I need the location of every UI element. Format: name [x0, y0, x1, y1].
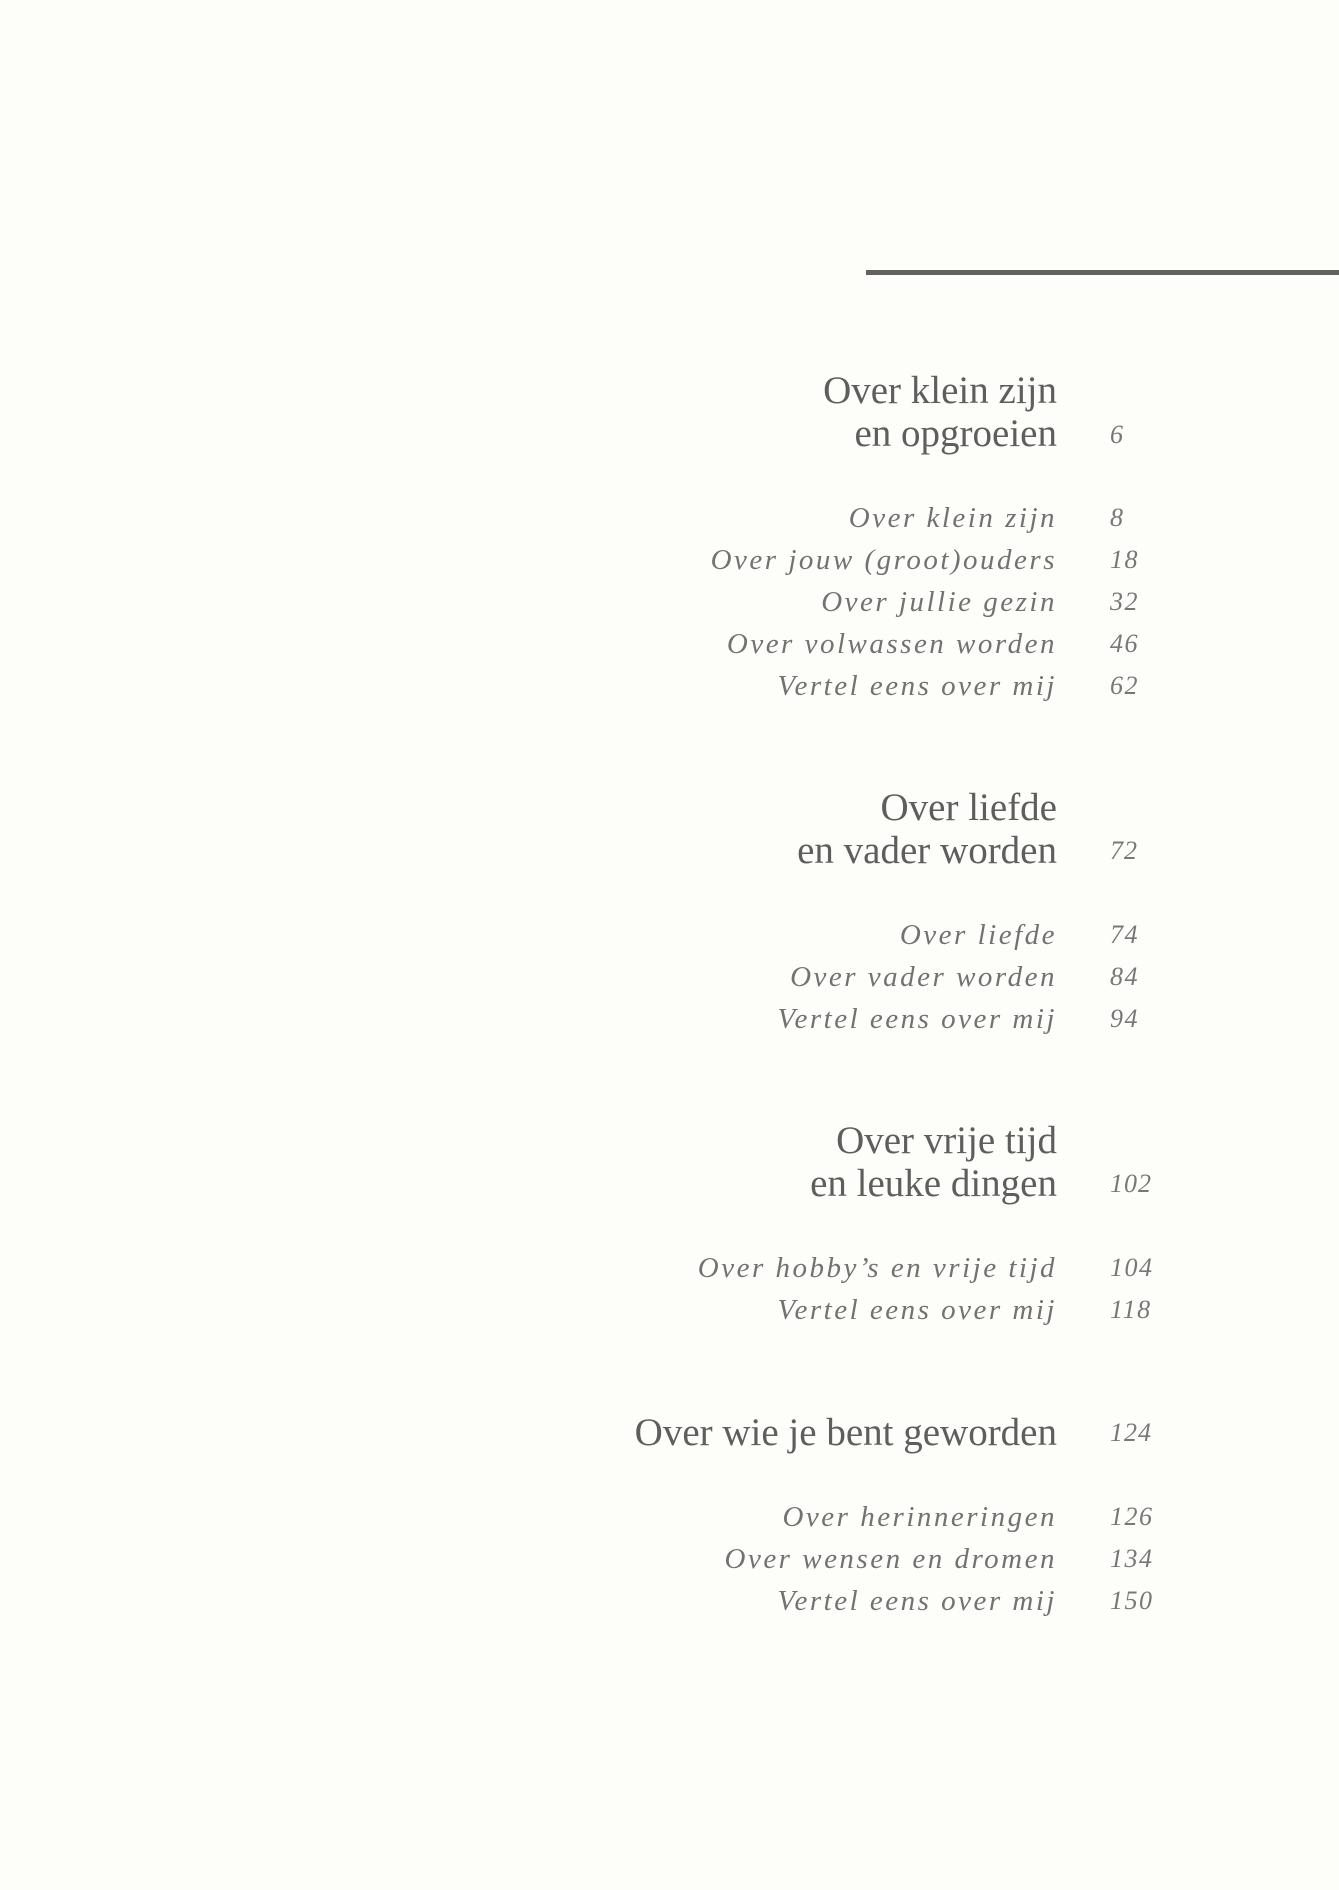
toc-entry [0, 1580, 1339, 1622]
toc-entry-page: 118 [1110, 1295, 1152, 1324]
chapter-title-line: Over klein zijn [823, 369, 1057, 412]
toc-entry-label: Over liefde [899, 919, 1057, 951]
toc-entry [0, 1247, 1339, 1289]
toc-entry-label: Over volwassen worden [726, 628, 1057, 660]
chapter-page-number: 102 [1110, 1169, 1152, 1198]
toc-entry [0, 1538, 1339, 1580]
toc-entry-label: Vertel eens over mij [777, 1294, 1057, 1326]
chapter-page-number: 6 [1110, 420, 1124, 449]
chapter-title-line: Over liefde [880, 786, 1057, 829]
toc-entry [0, 914, 1339, 956]
toc-entry-page: 126 [1110, 1502, 1154, 1531]
toc-entry-page: 8 [1110, 503, 1125, 532]
chapter-title-line: Over vrije tijd [836, 1119, 1057, 1162]
chapter-title-line: Over wie je bent geworden [634, 1411, 1057, 1454]
chapter-title [810, 1119, 1057, 1205]
toc-entry [0, 497, 1339, 539]
toc-entry-label: Over wensen en dromen [724, 1543, 1057, 1575]
toc-entry-label: Over herinneringen [782, 1501, 1057, 1533]
toc-entry-page: 94 [1110, 1004, 1139, 1033]
toc-entry-page: 18 [1110, 545, 1139, 574]
toc-entry-label: Over jullie gezin [821, 586, 1057, 618]
toc-entry [0, 1289, 1339, 1331]
chapter-title [823, 369, 1057, 455]
toc-entry-page: 84 [1110, 962, 1139, 991]
toc-entry [0, 998, 1339, 1040]
toc-entry-label: Over jouw (groot)ouders [710, 544, 1057, 576]
toc-entry-page: 104 [1110, 1253, 1154, 1282]
chapter-title-line: en opgroeien [854, 412, 1057, 455]
toc-entry-label: Over vader worden [790, 961, 1057, 993]
toc-entry-page: 46 [1110, 629, 1139, 658]
toc-entry-page: 150 [1110, 1586, 1154, 1615]
chapter-title-line: en vader worden [797, 829, 1057, 872]
toc-entry-page: 32 [1110, 587, 1139, 616]
toc-entry [0, 665, 1339, 707]
toc-entry-label: Over klein zijn [848, 502, 1057, 534]
toc-entry [0, 581, 1339, 623]
toc-entry [0, 623, 1339, 665]
chapter-title [635, 1411, 1057, 1454]
chapter-page-number: 72 [1110, 836, 1138, 865]
toc-entry-page: 62 [1110, 671, 1139, 700]
toc-entry [0, 1496, 1339, 1538]
toc-entry-label: Vertel eens over mij [777, 1003, 1057, 1035]
toc-entry-page: 134 [1110, 1544, 1154, 1573]
toc-entry-label: Vertel eens over mij [777, 1585, 1057, 1617]
toc-entry-label: Vertel eens over mij [777, 670, 1057, 702]
toc-entry-page: 74 [1110, 920, 1139, 949]
header-rule [866, 270, 1339, 275]
toc-entry [0, 539, 1339, 581]
chapter-page-number: 124 [1110, 1418, 1152, 1447]
toc-entry-label: Over hobby’s en vrije tijd [697, 1252, 1057, 1284]
toc-entry [0, 956, 1339, 998]
chapter-title [797, 786, 1057, 872]
chapter-title-line: en leuke dingen [810, 1162, 1057, 1205]
